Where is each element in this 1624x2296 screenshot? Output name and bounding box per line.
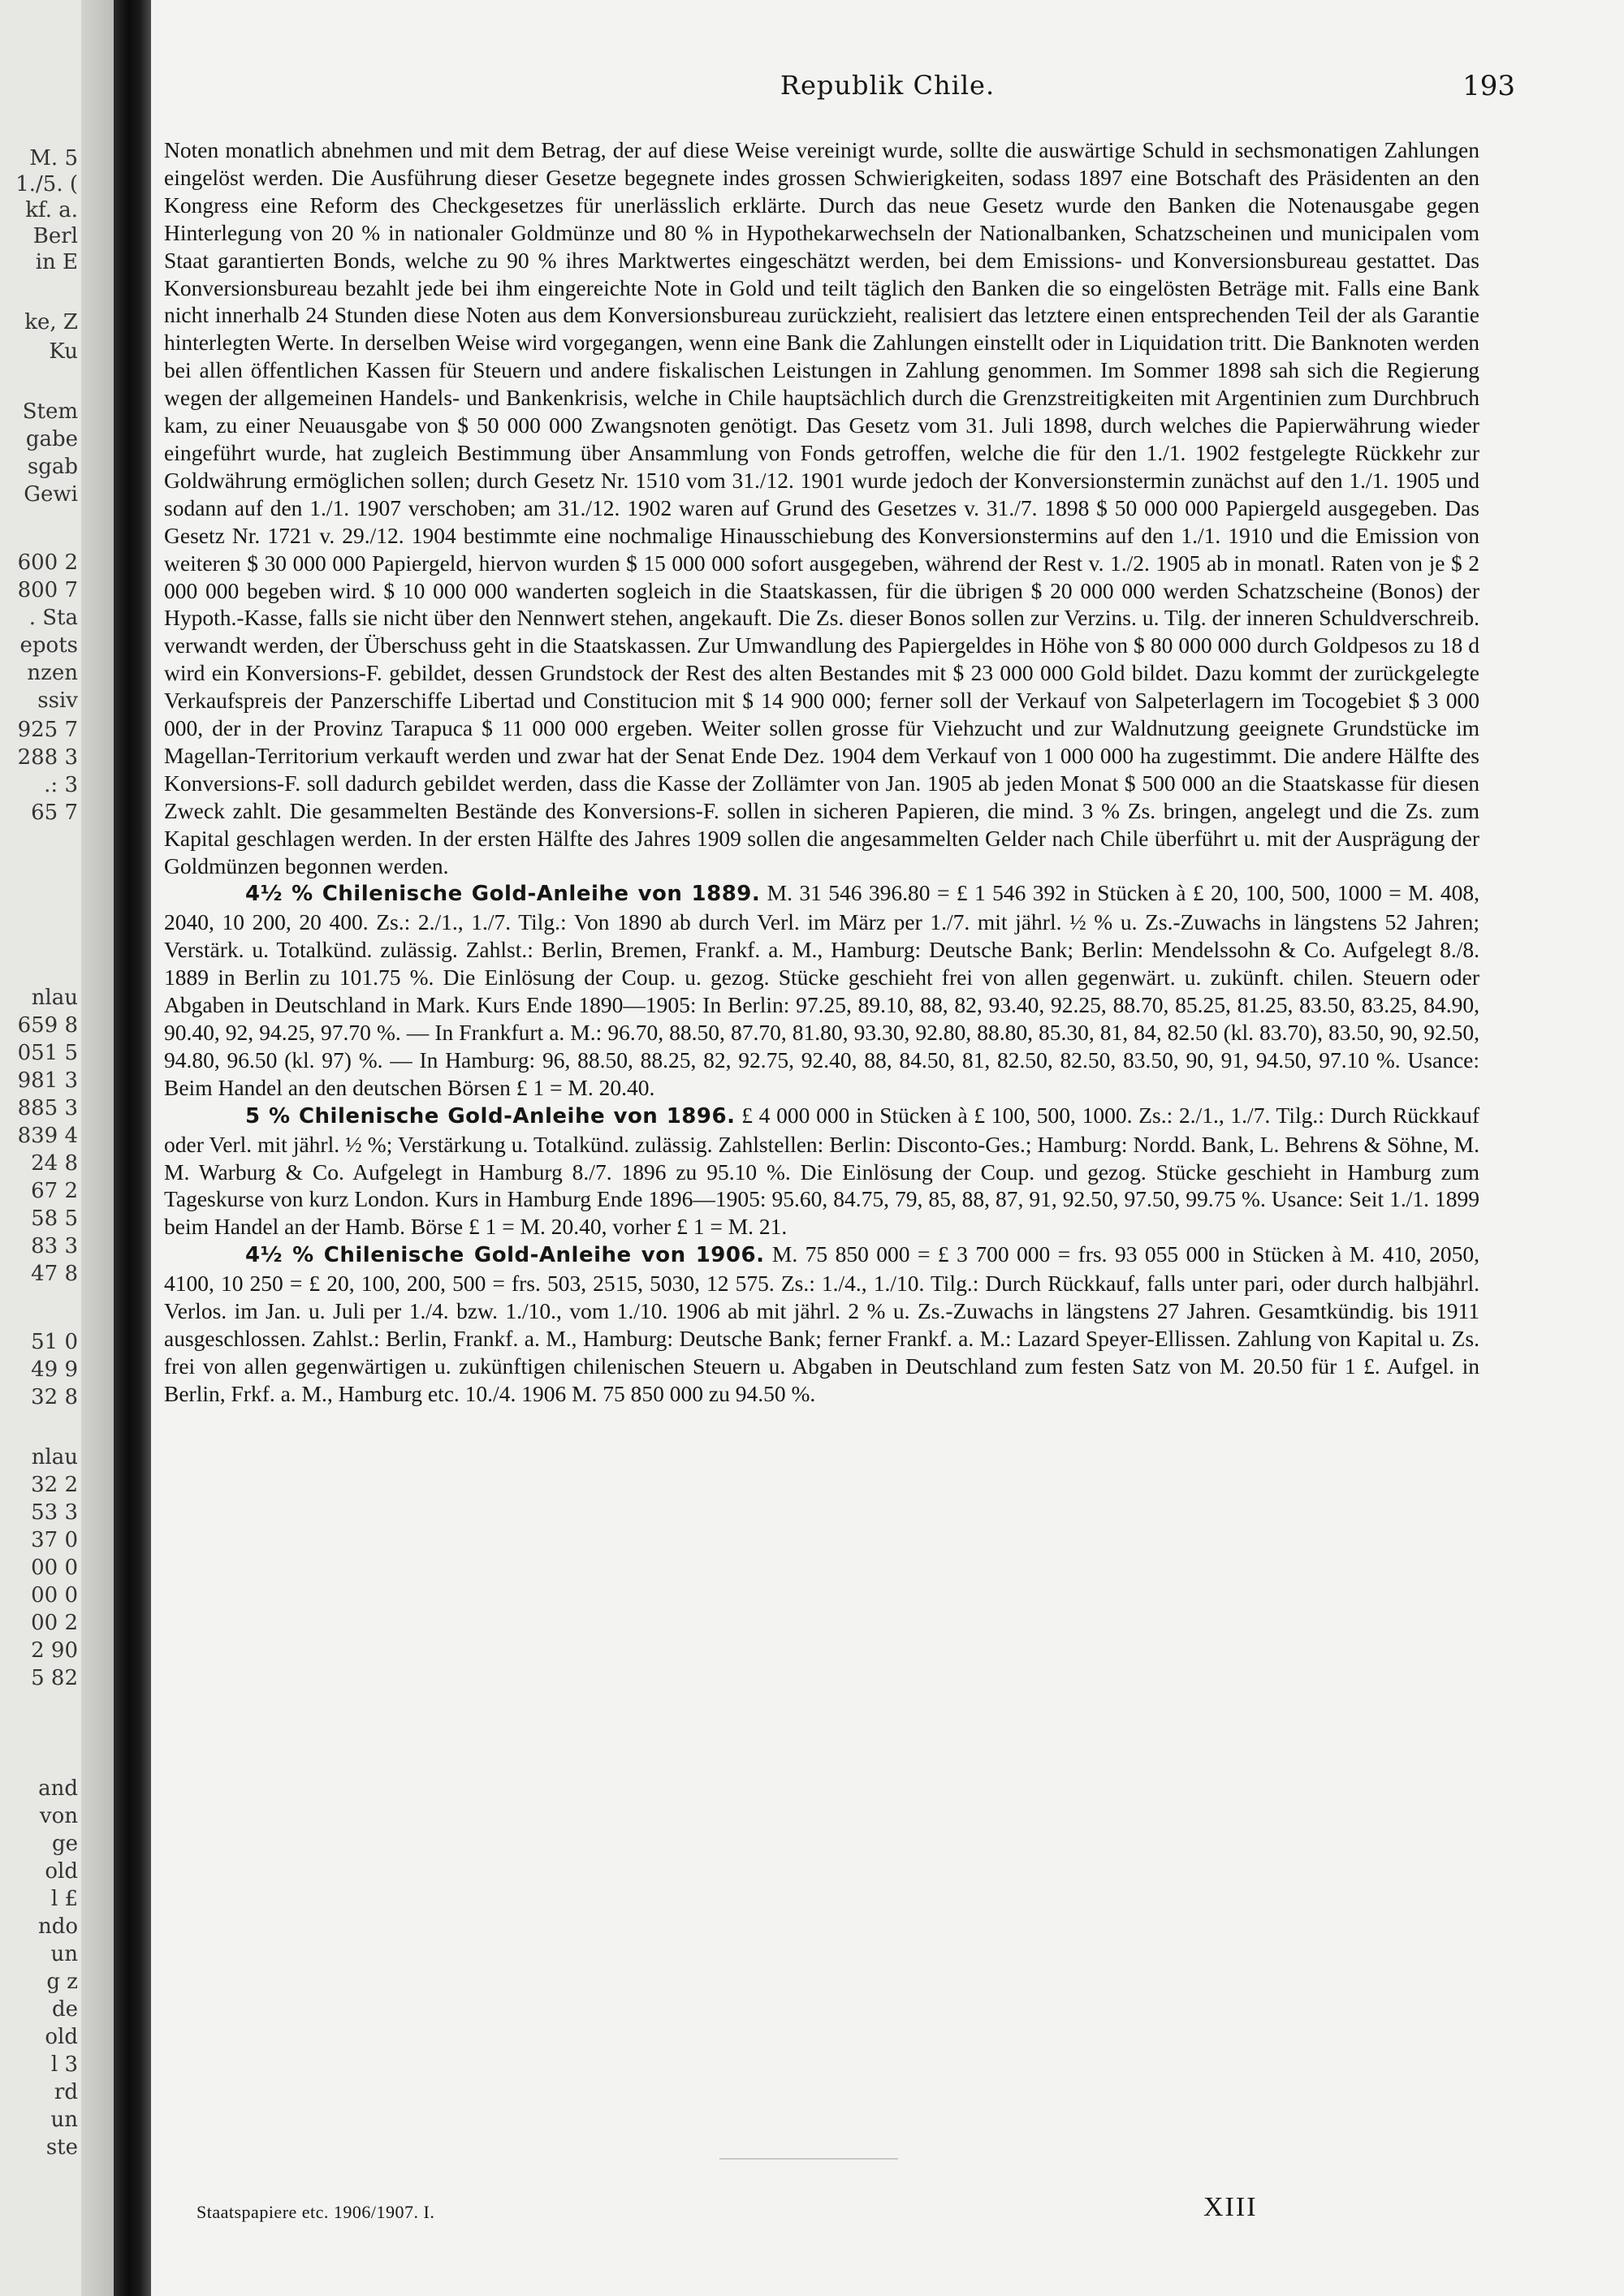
left-page-fragment: Berl: [32, 224, 78, 248]
left-page-fragment: 00 0: [31, 1583, 78, 1608]
left-page-fragment: 1./5. (: [15, 172, 78, 196]
left-page-fragment: ssiv: [37, 688, 78, 713]
left-page-fragment: 00 0: [31, 1556, 78, 1580]
left-page-fragment: 885 3: [17, 1096, 78, 1120]
left-page-fragment: in E: [35, 250, 78, 274]
left-page-fragment: kf. a.: [25, 198, 78, 222]
loan-1889-paragraph: [164, 879, 1479, 1101]
left-page-fragment: M. 5: [29, 146, 78, 170]
left-page-fragment: 800 7: [17, 578, 78, 602]
left-page-fragment: 288 3: [17, 745, 78, 770]
left-page-fragment: 600 2: [17, 550, 78, 575]
body-text: [164, 136, 1479, 1408]
left-page-fragment: ndo: [37, 1914, 78, 1939]
left-page-fragment: un: [50, 2108, 78, 2132]
loan-1906-title: 4½ % Chilenische Gold-Anleihe von 1906.: [245, 1243, 765, 1268]
left-page-fragment: 839 4: [17, 1124, 78, 1148]
left-page-fragment: Gewi: [24, 482, 78, 507]
left-page-fragment: un: [50, 1942, 78, 1966]
loan-1889-title: 4½ % Chilenische Gold-Anleihe von 1889.: [245, 882, 761, 907]
book-gutter: [114, 0, 151, 2296]
left-page-fragment: nlau: [31, 1445, 78, 1470]
left-page-fragment: epots: [19, 633, 78, 658]
left-page-fragment: 5 82: [31, 1666, 78, 1690]
left-page-fragment: gabe: [25, 427, 78, 451]
left-page-fragment: g z: [46, 1970, 78, 1994]
page-number: 193: [1462, 70, 1515, 102]
left-page-shadow: [81, 0, 114, 2296]
left-page-fragment: . Sta: [28, 606, 78, 630]
left-page-fragment: l £: [50, 1887, 78, 1911]
left-page-fragment: and: [38, 1776, 78, 1801]
left-page-fragment: ke, Z: [24, 310, 78, 334]
left-page-fragment: sgab: [27, 455, 78, 479]
left-page-fragment: 83 3: [31, 1234, 78, 1258]
right-page: [151, 0, 1624, 2296]
left-page-fragment: nzen: [27, 661, 78, 685]
left-page-fragment: 67 2: [31, 1179, 78, 1203]
left-page-fragment: 49 9: [31, 1357, 78, 1382]
left-page-fragment: Ku: [49, 339, 78, 364]
left-page-fragment: ge: [51, 1832, 78, 1856]
left-page-fragment: von: [39, 1804, 78, 1828]
loan-1896-paragraph: [164, 1102, 1479, 1241]
left-page-fragment: 32 2: [31, 1473, 78, 1497]
footer-signature: Staatspapiere etc. 1906/1907. I.: [197, 2202, 435, 2222]
intro-paragraph: Noten monatlich abnehmen und mit dem Betrag, der auf diese Weise vereinigt wurde, sollte die auswärtige Schuld in sechsmonatigen Zahlungen eingelöst werden. Die Ausführung dieser Gesetze begegnete indes grossen Schwierigkeiten, sodass 1897 eine Botschaft des Präsidenten an den Kongress eine Reform des Checkgesetzes für unerlässlich erklärte. Durch das neue Gesetz wurde den Banken die Notenausgabe gegen Hinterlegung von 20 % in nationaler Goldmünze und 80 % in Hypothekarwechseln der Nationalbanken, Schatzscheinen und municipalen vom Staat garantierten Bonds, welche zu 90 % ihres Marktwertes eingeschätzt werden, bei dem Emissions- und Konversionsbureau gestattet. Das Konversionsbureau bezahlt jede bei ihm eingereichte Note in Gold und teilt täglich den Banken die so eingelösten Beträge mit. Falls eine Bank nicht innerhalb 24 Stunden diese Noten aus dem Konversionsbureau zurückzieht, realisiert das letztere einen entsprechenden Teil der als Garantie hinterlegten Werte. In derselben Weise wird vorgegangen, wenn eine Bank die Zahlungen einstellt oder in Liquidation tritt. Die Banknoten werden bei allen öffentlichen Kassen für Steuern und andere fiskalischen Leistungen in Zahlung genommen. Im Sommer 1898 sah sich die Regierung wegen der allgemeinen Handels- und Bankenkrisis, welche in Chile hauptsächlich durch die Grenzstreitigkeiten mit Argentinien zum Durchbruch kam, zu einer Neuausgabe von $ 50 000 000 Zwangsnoten genötigt. Das Gesetz vom 31. Juli 1898, durch welches die Papierwährung wieder eingeführt wurde, hat zugleich Bestimmung über Ansammlung von Fonds getroffen, welche die für den 1./1. 1902 festgelegte Rückkehr zur Goldwährung ermöglichen sollen; durch Gesetz Nr. 1510 vom 31./12. 1901 wurde jedoch der Konversionstermin zunächst auf den 1./1. 1905 und sodann auf den 1./1. 1907 verschoben; am 31./12. 1902 waren auf Grund des Gesetzes v. 31./7. 1898 $ 50 000 000 Papiergeld ausgegeben. Das Gesetz Nr. 1721 v. 29./12. 1904 bestimmte eine nochmalige Hinausschiebung des Konversionstermins auf den 1./1. 1910 und die Emission von weiteren $ 30 000 000 Papiergeld, hiervon wurden $ 15 000 000 sofort ausgegeben, während der Rest v. 1./2. 1905 ab in monatl. Raten von je $ 2 000 000 begeben wird. $ 10 000 000 wanderten sogleich in die Staatskassen, für die übrigen $ 20 000 000 werden Schatzscheine (Bonos) der Hypoth.-Kasse, falls sie nicht über den Nennwert stehen, angekauft. Die Zs. dieser Bonos sollen zur Verzins. u. Tilg. der inneren Schuldverschreib. verwandt werden, der Überschuss geht in die Staatskassen. Zur Umwandlung des Papiergeldes in Höhe von $ 80 000 000 durch Goldpesos zu 18 d wird ein Konversions-F. gebildet, dessen Grundstock der Rest des alten Bestandes mit $ 23 000 000 Gold bildet. Dazu kommt der zurückgelegte Verkaufspreis der Panzerschiffe Libertad und Constitucion mit $ 14 900 000; ferner soll der Verkauf von Salpeterlagern im Tocogebiet $ 3 000 000, der in der Provinz Tarapuca $ 11 000 000 ergeben. Weiter sollen grosse für Viehzucht und zur Waldnutzung geeignete Grundstücke im Magellan-Territorium verkauft werden und zwar hat der Senat Ende Dez. 1904 dem Verkauf von 1 000 000 ha zugestimmt. Die andere Hälfte des Konversions-F. soll dadurch gebildet werden, dass die Kasse der Zollämter von Jan. 1905 ab jeden Monat $ 500 000 an die Staatskasse für diesen Zweck zahlt. Die gesammelten Bestände des Konversions-F. sollen in sicheren Papieren, die mind. 3 % Zs. bringen, angelegt und die Zs. zum Kapital geschlagen werden. In der ersten Hälfte des Jahres 1909 sollen die angesammelten Gelder nach Chile überführt u. mit der Ausprägung der Goldmünzen begonnen werden.: [164, 137, 1479, 878]
left-page-fragment: .: 3: [44, 773, 78, 797]
left-page-fragment: 47 8: [31, 1262, 78, 1286]
loan-1906-paragraph: [164, 1241, 1479, 1407]
left-page-fragment: 24 8: [31, 1151, 78, 1176]
left-page-fragment: rd: [54, 2080, 78, 2104]
left-page-fragment: 58 5: [31, 1206, 78, 1231]
left-page-fragment: de: [51, 1997, 78, 2022]
left-page-fragment: 925 7: [17, 718, 78, 742]
left-page-fragment: l 3: [50, 2052, 78, 2077]
loan-1896-text: £ 4 000 000 in Stücken à £ 100, 500, 1000. Zs.: 2./1., 1./7. Tilg.: Durch Rückkauf oder Verl. mit jährl. ½ %; Verstärkung u. Totalkünd. zulässig. Zahlstellen: Berlin: Disconto-Ges.; Hamburg: Nordd. Bank, L. Behrens & Söhne, M. M. Warburg & Co. Aufgelegt in Hamburg 8./7. 1896 zu 95.10 %. Die Einlösung der Coup. und gezog. Stücke geschieht in Hamburg zum Tageskurse von kurz London. Kurs in Hamburg Ende 1896—1905: 95.60, 84.75, 79, 85, 88, 87, 91, 92.50, 97.50, 99.75 %. Usance: Seit 1./1. 1899 beim Handel an der Hamb. Börse £ 1 = M. 20.40, vorher £ 1 = M. 21.: [164, 1102, 1479, 1240]
running-head: Republik Chile.: [780, 70, 996, 101]
left-page-fragment: 659 8: [17, 1013, 78, 1038]
footer-sheet-number: XIII: [1203, 2192, 1258, 2222]
left-page-fragment: 051 5: [17, 1041, 78, 1065]
left-page-fragment: 32 8: [31, 1385, 78, 1409]
footer-rule: [719, 2158, 898, 2160]
left-page-fragment: 37 0: [31, 1528, 78, 1552]
left-page-fragment: ste: [45, 2135, 78, 2160]
left-page-fragment: 51 0: [31, 1330, 78, 1354]
loan-1896-title: 5 % Chilenische Gold-Anleihe von 1896.: [245, 1103, 736, 1129]
left-page-fragment: old: [45, 1859, 78, 1884]
left-page-fragment: 2 90: [31, 1638, 78, 1663]
left-page-fragment: 00 2: [31, 1611, 78, 1635]
left-page-fragment: 53 3: [31, 1500, 78, 1525]
left-page-fragment: 65 7: [31, 801, 78, 825]
loan-1889-text: M. 31 546 396.80 = £ 1 546 392 in Stücken à £ 20, 100, 500, 1000 = M. 408, 2040, 10 200, 20 400. Zs.: 2./1., 1./7. Tilg.: Von 1890 ab durch Verl. im März per 1./7. mit jährl. ½ % u. Zs.-Zuwachs in längstens 52 Jahren; Verstärk. u. Totalkünd. zulässig. Zahlst.: Berlin, Bremen, Frankf. a. M., Hamburg: Deutsche Bank; Berlin: Mendelssohn & Co. Aufgelegt 8./8. 1889 in Berlin zu 101.75 %. Die Einlösung der Coup. u. gezog. Stücke geschieht frei von allen gegenwärt. u. zukünft. chilen. Steuern oder Abgaben in Deutschland in Mark. Kurs Ende 1890—1905: In Berlin: 97.25, 89.10, 88, 82, 93.40, 92.25, 88.70, 85.25, 81.25, 83.50, 83.25, 84.90, 90.40, 92, 94.25, 97.70 %. — In Frankfurt a. M.: 96.70, 88.50, 87.70, 81.80, 93.30, 92.80, 88.80, 85.30, 81, 84, 82.50 (kl. 83.70), 83.50, 90, 92.50, 94.80, 96.50 (kl. 97) %. — In Hamburg: 96, 88.50, 88.25, 82, 92.75, 92.40, 88, 84.50, 81, 82.50, 82.50, 83.50, 90, 91, 94.50, 97.10 %. Usance: Beim Handel an den deutschen Börsen £ 1 = M. 20.40.: [164, 880, 1479, 1100]
left-page-fragment: Stem: [22, 399, 78, 424]
loan-1906-text: M. 75 850 000 = £ 3 700 000 = frs. 93 055 000 in Stücken à M. 410, 2050, 4100, 10 250 = £ 20, 100, 200, 500 = frs. 503, 2515, 5030, 12 575. Zs.: 1./4., 1./10. Tilg.: Durch Rückkauf, falls unter pari, oder durch halbjährl. Verlos. im Jan. u. Juli per 1./4. bzw. 1./10., vom 1./10. 1906 ab mit jährl. 2 % u. Zs.-Zuwachs in längstens 27 Jahren. Gesamtkündig. bis 1911 ausgeschlossen. Zahlst.: Berlin, Frankf. a. M., Hamburg: Deutsche Bank; ferner Frankf. a. M.: Lazard Speyer-Ellissen. Zahlung von Kapital u. Zs. frei von allen gegenwärtigen u. zukünftigen chilenischen Steuern u. Abgaben in Deutschland zum festen Satz von M. 20.50 für 1 £. Aufgel. in Berlin, Frkf. a. M., Hamburg etc. 10./4. 1906 M. 75 850 000 zu 94.50 %.: [164, 1241, 1479, 1406]
left-page-fragment: old: [45, 2025, 78, 2049]
left-page-fragment: 981 3: [17, 1068, 78, 1093]
page-header: [151, 70, 1624, 106]
left-page-fragment: nlau: [31, 986, 78, 1010]
left-page-edge: [0, 0, 114, 2296]
